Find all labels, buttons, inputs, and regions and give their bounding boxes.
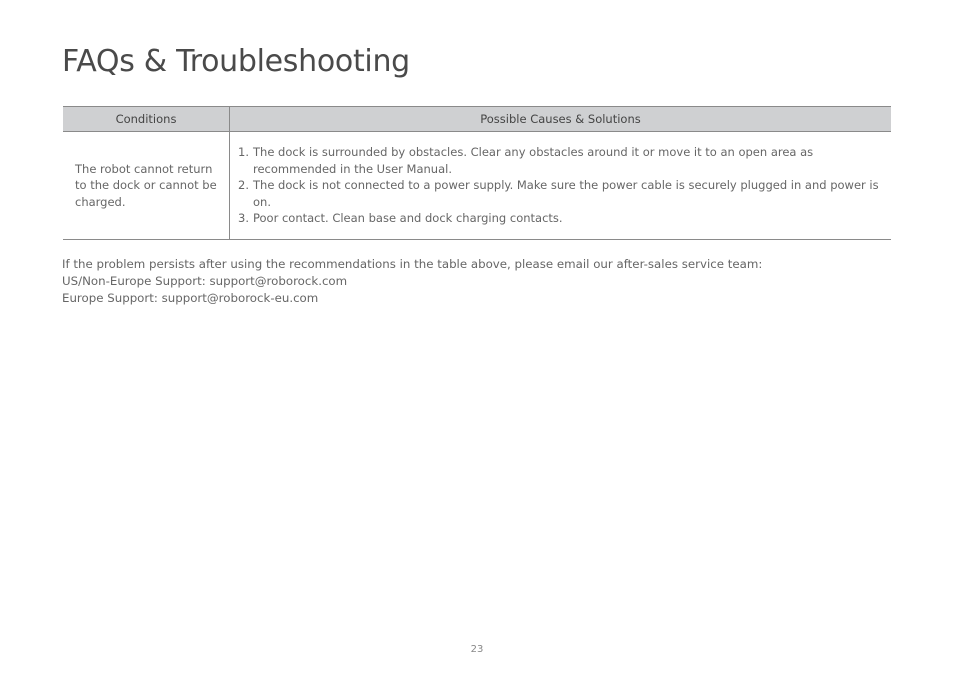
list-item-text: Poor contact. Clean base and dock charging contacts. [253,211,563,225]
solutions-header: Possible Causes & Solutions [230,107,892,132]
list-item [238,144,889,177]
us-support: US/Non-Europe Support: support@roborock.com [62,274,348,288]
solutions-list [238,144,889,227]
table-row [63,132,891,240]
list-item-text: The dock is surrounded by obstacles. Clear any obstacles around it or move it to an open area as recommended in the User Manual. [253,145,814,176]
list-item [238,210,889,227]
page-number: 23 [470,644,484,655]
faq-table [63,106,891,240]
list-item-text: The dock is not connected to a power supply. Make sure the power cable is securely plugged in and power is on. [253,178,879,209]
contact-intro: If the problem persists after using the recommendations in the table above, please email our after-sales service team: [62,257,763,271]
list-item [238,177,889,210]
table-header-row [63,107,891,132]
conditions-header: Conditions [63,107,230,132]
list-item-number: 1. [238,145,249,159]
condition-cell: The robot cannot return to the dock or cannot be charged. [63,132,230,240]
list-item-number: 3. [238,211,249,225]
page-title: FAQs & Troubleshooting [62,44,410,79]
europe-support: Europe Support: support@roborock-eu.com [62,291,319,305]
solutions-cell [230,132,892,240]
list-item-number: 2. [238,178,249,192]
contact-info [62,256,902,307]
